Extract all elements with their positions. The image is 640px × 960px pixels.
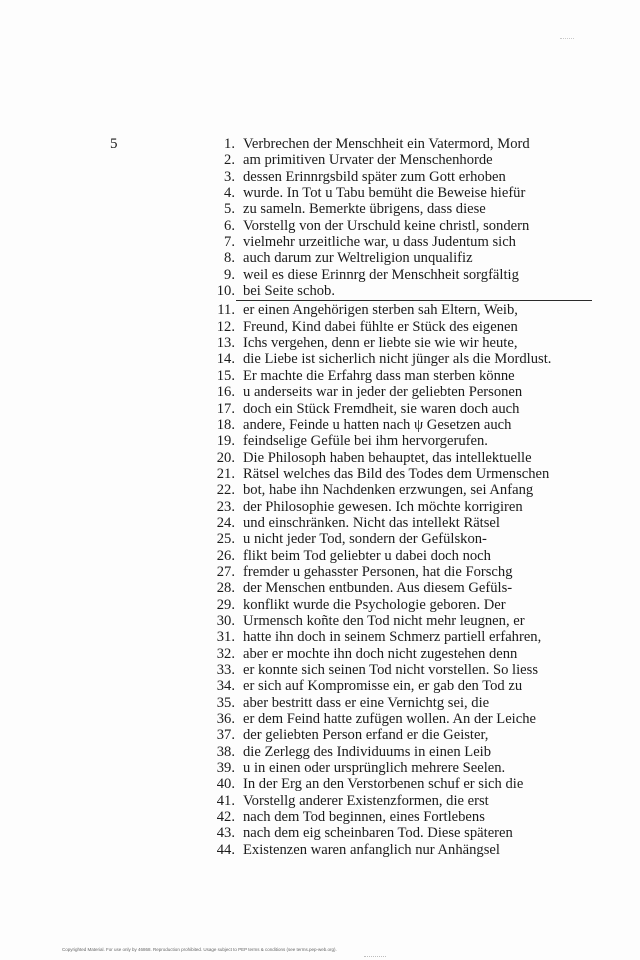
- line-number: 22.: [216, 482, 235, 499]
- text-line: [208, 515, 588, 531]
- line-number: 38.: [216, 743, 235, 760]
- line-number: 28.: [216, 580, 235, 597]
- line-text: dessen Erinnrgsbild später zum Gott erhoben: [243, 168, 506, 185]
- line-number: 14.: [216, 351, 235, 368]
- text-line: [208, 678, 588, 694]
- line-text: u in einen oder ursprünglich mehrere Seelen.: [243, 760, 506, 777]
- text-line: [208, 613, 588, 629]
- line-number: 44.: [216, 841, 235, 858]
- line-text: Freund, Kind dabei fühlte er Stück des eigenen: [243, 318, 518, 335]
- line-text: u anderseits war in jeder der geliebten Personen: [243, 384, 523, 401]
- text-line: [208, 136, 588, 152]
- line-text: Verbrechen der Menschheit ein Vatermord, Mord: [243, 136, 530, 152]
- line-text: u nicht jeder Tod, sondern der Gefülskon-: [243, 531, 487, 548]
- text-line: [208, 597, 588, 613]
- line-number: 32.: [216, 645, 235, 662]
- line-text: Existenzen waren anfanglich nur Anhängsel: [243, 841, 500, 858]
- text-line: [208, 695, 588, 711]
- line-text: weil es diese Erinnrg der Menschheit sorgfältig: [243, 266, 519, 283]
- text-line: [208, 825, 588, 841]
- text-line: [208, 433, 588, 449]
- line-number: 43.: [216, 825, 235, 842]
- line-text: Vorstellg anderer Existenzformen, die erst: [243, 792, 489, 809]
- text-line: [208, 842, 588, 858]
- text-line: [208, 662, 588, 678]
- line-text: hatte ihn doch in seinem Schmerz partiell erfahren,: [243, 629, 542, 646]
- line-text: Die Philosoph haben behauptet, das intellektuelle: [243, 449, 532, 466]
- text-line: [208, 646, 588, 662]
- lines-before-rule: [208, 136, 588, 299]
- line-number: 6.: [224, 217, 235, 234]
- line-number: 35.: [216, 694, 235, 711]
- line-text: In der Erg an den Verstorbenen schuf er sich die: [243, 776, 524, 793]
- text-line: [208, 744, 588, 760]
- text-line: [208, 776, 588, 792]
- line-number: 12.: [216, 318, 235, 335]
- line-number: 11.: [217, 302, 235, 319]
- text-line: [208, 401, 588, 417]
- line-number: 24.: [216, 514, 235, 531]
- text-line: [208, 302, 588, 318]
- scan-mark: [560, 38, 574, 39]
- line-text: der Menschen entbunden. Aus diesem Gefüls-: [243, 580, 513, 597]
- line-number: 31.: [216, 629, 235, 646]
- line-number: 16.: [216, 384, 235, 401]
- line-number: 2.: [224, 152, 235, 169]
- horizontal-rule: [236, 300, 592, 301]
- line-text: Ichs vergehen, denn er liebte sie wie wir heute,: [243, 335, 518, 352]
- line-number: 33.: [216, 662, 235, 678]
- line-text: Vorstellg von der Urschuld keine christl, sondern: [243, 217, 530, 234]
- text-line: [208, 564, 588, 580]
- line-number: 15.: [216, 367, 235, 384]
- text-line: [208, 267, 588, 283]
- copyright-footer: Copyrighted Material. For use only by 46868. Reproduction prohibited. Usage subject to PEP terms & conditions (see terms.pep-web.org).: [62, 947, 337, 952]
- line-number: 36.: [216, 711, 235, 728]
- line-number: 40.: [216, 776, 235, 793]
- text-line: [208, 450, 588, 466]
- line-number: 1.: [224, 136, 235, 152]
- line-text: konflikt wurde die Psychologie geboren. Der: [243, 596, 506, 613]
- line-text: auch darum zur Weltreligion unqualifiz: [243, 250, 473, 267]
- line-number: 27.: [216, 563, 235, 580]
- text-line: [208, 335, 588, 351]
- line-text: am primitiven Urvater der Menschenhorde: [243, 152, 493, 169]
- line-text: die Liebe ist sicherlich nicht jünger als die Mordlust.: [243, 351, 552, 368]
- line-number: 30.: [216, 612, 235, 629]
- text-line: [208, 580, 588, 596]
- line-text: er konnte sich seinen Tod nicht vorstellen. So liess: [243, 662, 538, 678]
- line-text: er dem Feind hatte zufügen wollen. An der Leiche: [243, 711, 536, 728]
- line-text: doch ein Stück Fremdheit, sie waren doch auch: [243, 400, 520, 417]
- scan-mark-bottom: [364, 956, 386, 957]
- line-text: nach dem eig scheinbaren Tod. Diese späteren: [243, 825, 513, 842]
- text-line: [208, 169, 588, 185]
- line-number: 42.: [216, 809, 235, 826]
- line-number: 39.: [216, 760, 235, 777]
- text-line: [208, 629, 588, 645]
- text-line: [208, 531, 588, 547]
- line-text: bei Seite schob.: [243, 283, 336, 300]
- line-text: Urmensch koñte den Tod nicht mehr leugnen, er: [243, 612, 525, 629]
- line-text: der Philosophie gewesen. Ich möchte korrigiren: [243, 498, 523, 515]
- lines-after-rule: [208, 302, 588, 858]
- text-line: [208, 283, 588, 299]
- line-text: feindselige Gefüle bei ihm hervorgerufen.: [243, 433, 488, 450]
- text-line: [208, 760, 588, 776]
- line-number: 5.: [224, 201, 235, 218]
- line-text: er sich auf Kompromisse ein, er gab den Tod zu: [243, 678, 523, 695]
- line-number: 41.: [216, 792, 235, 809]
- line-number: 23.: [216, 498, 235, 515]
- text-line: [208, 218, 588, 234]
- page-number: 5: [110, 136, 118, 152]
- text-line: [208, 711, 588, 727]
- line-text: er einen Angehörigen sterben sah Eltern, Weib,: [243, 302, 518, 319]
- line-text: flikt beim Tod geliebter u dabei doch noch: [243, 547, 491, 564]
- line-number: 37.: [216, 727, 235, 744]
- text-line: [208, 201, 588, 217]
- line-text: der geliebten Person erfand er die Geister,: [243, 727, 489, 744]
- line-text: die Zerlegg des Individuums in einen Leib: [243, 743, 492, 760]
- text-line: [208, 368, 588, 384]
- line-text: aber bestritt dass er eine Vernichtg sei, die: [243, 694, 490, 711]
- line-number: 10.: [216, 283, 235, 300]
- text-line: [208, 152, 588, 168]
- line-number: 13.: [216, 335, 235, 352]
- line-number: 26.: [216, 547, 235, 564]
- text-line: [208, 499, 588, 515]
- line-number: 21.: [216, 465, 235, 482]
- line-text: zu sameln. Bemerkte übrigens, dass diese: [243, 201, 486, 218]
- line-text: bot, habe ihn Nachdenken erzwungen, sei Anfang: [243, 482, 534, 499]
- line-text: vielmehr urzeitliche war, u dass Judentum sich: [243, 234, 516, 251]
- line-number: 3.: [224, 168, 235, 185]
- line-text: und einschränken. Nicht das intellekt Rätsel: [243, 514, 500, 531]
- text-line: [208, 319, 588, 335]
- line-number: 34.: [216, 678, 235, 695]
- line-number: 18.: [216, 416, 235, 433]
- text-line: [208, 482, 588, 498]
- line-text: andere, Feinde u hatten nach ψ Gesetzen auch: [243, 416, 512, 433]
- text-line: [208, 466, 588, 482]
- line-number: 25.: [216, 531, 235, 548]
- line-number: 19.: [216, 433, 235, 450]
- line-text: fremder u gehasster Personen, hat die Forschg: [243, 563, 513, 580]
- line-number: 4.: [224, 185, 235, 202]
- text-line: [208, 417, 588, 433]
- line-number: 8.: [224, 250, 235, 267]
- text-line: [208, 185, 588, 201]
- text-line: [208, 351, 588, 367]
- text-line: [208, 548, 588, 564]
- line-text: wurde. In Tot u Tabu bemüht die Beweise hiefür: [243, 185, 526, 202]
- text-line: [208, 809, 588, 825]
- line-text: Rätsel welches das Bild des Todes dem Urmenschen: [243, 465, 550, 482]
- line-text: aber er mochte ihn doch nicht zugestehen denn: [243, 645, 518, 662]
- line-number: 7.: [224, 234, 235, 251]
- numbered-lines: [208, 136, 588, 858]
- text-line: [208, 727, 588, 743]
- line-number: 20.: [216, 449, 235, 466]
- text-line: [208, 234, 588, 250]
- line-text: Er machte die Erfahrg dass man sterben könne: [243, 367, 515, 384]
- text-line: [208, 793, 588, 809]
- line-text: nach dem Tod beginnen, eines Fortlebens: [243, 809, 485, 826]
- text-line: [208, 384, 588, 400]
- text-line: [208, 250, 588, 266]
- line-number: 9.: [224, 266, 235, 283]
- line-number: 17.: [216, 400, 235, 417]
- line-number: 29.: [216, 596, 235, 613]
